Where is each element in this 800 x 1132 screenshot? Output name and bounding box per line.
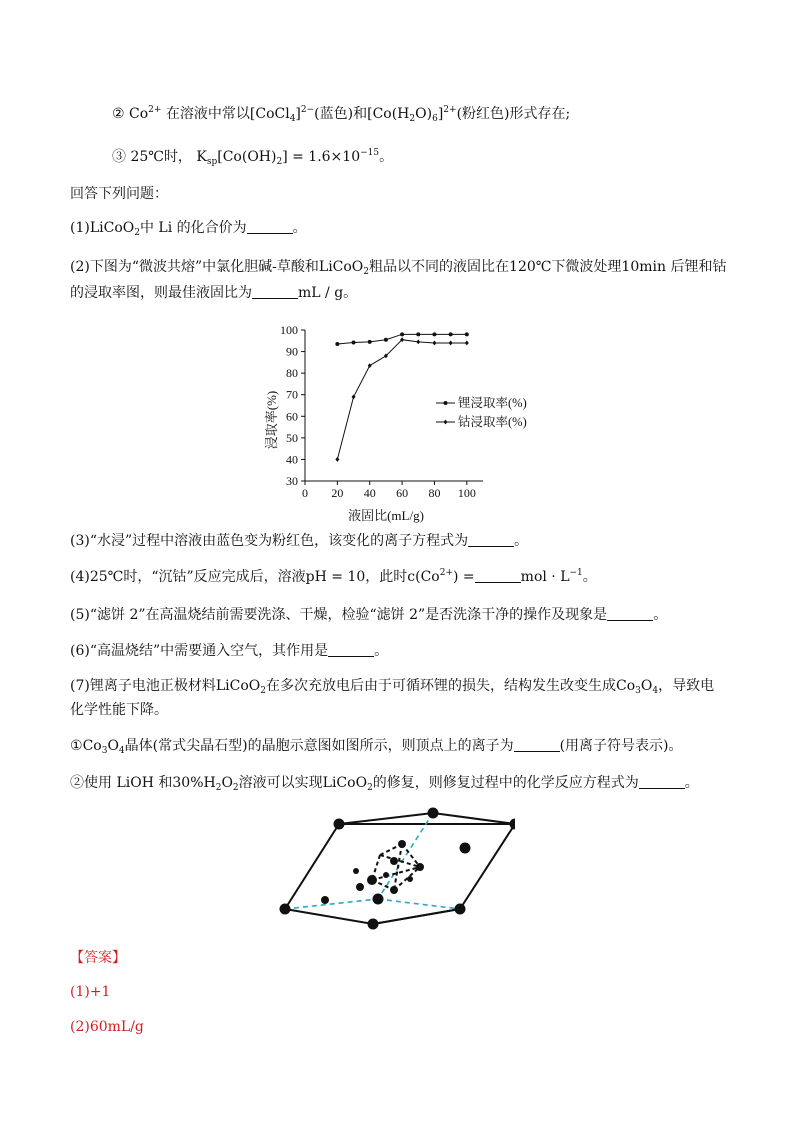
chart-ticks (280, 323, 476, 500)
question-2-line1: (2)下图为“微波共熔”中氯化胆碱-草酸和LiCoO$_2$粗品以不同的液固比在120℃下微波处理10min 后锂和钴 (70, 259, 727, 277)
question-7-line1: (7)锂离子电池正极材料LiCoO$_2$在多次充放电后由于可循环锂的损失，结构发生改变生成$Co_3O_4$，导致电 (70, 678, 715, 696)
question-3: (3)“水浸”过程中溶液由蓝色变为粉红色，该变化的离子方程式为 。 (70, 533, 529, 549)
interior-ion (390, 886, 398, 894)
interior-ion (416, 863, 424, 871)
spinel-unit-cell-diagram (270, 803, 515, 933)
data-point (465, 341, 469, 346)
data-point (335, 342, 339, 346)
data-point (384, 338, 388, 342)
co-concentration: $c(Co^{2+})$ = (407, 568, 475, 585)
note-3: ③ 25℃时， $K_{sp}[Co(OH)_2] = 1.6\times 10^{-15}$。 (112, 148, 394, 167)
tetrahedra (372, 844, 420, 890)
chart-series (335, 332, 468, 462)
legend-label: 钴浸取率(%) (458, 415, 527, 429)
question-6: (6)“高温烧结”中需要通入空气，其作用是 。 (70, 643, 389, 659)
y-tick-label: 90 (286, 344, 298, 359)
data-point (368, 340, 372, 344)
question-5: (5)“滤饼 2”在高温烧结前需要洗涤、干燥，检验“滤饼 2”是否洗涤干净的操作及现象是 。 (70, 607, 668, 623)
answer-2: (2)60mL/g (70, 1019, 144, 1035)
interior-ion (398, 840, 406, 848)
legend-marker (444, 401, 448, 405)
interior-ion (373, 894, 384, 905)
x-tick-label: 60 (396, 486, 409, 500)
y-tick-label: 60 (286, 409, 298, 424)
series-line-1 (337, 340, 466, 460)
data-point (449, 341, 453, 346)
vertex-ion (455, 904, 466, 915)
data-point (400, 332, 404, 336)
y-tick-label: 100 (280, 323, 298, 337)
x-tick-label: 100 (457, 486, 476, 500)
x-tick-label: 0 (302, 486, 308, 500)
leaching-rate-chart (250, 318, 560, 528)
cocl4-complex: [CoCl$_4$]$^{2-}$ (249, 105, 315, 124)
ksp-expression: $K_{sp}[Co(OH)_2] = 1.6\times 10^{-15}$ (196, 148, 380, 167)
legend-label: 锂浸取率(%) (458, 396, 527, 410)
data-point (432, 341, 436, 346)
question-2-line2: 的浸取率图，则最佳液固比为 mL / g。 (70, 285, 358, 301)
prompt: 回答下列问题： (70, 186, 168, 202)
y-tick-label: 50 (286, 430, 298, 445)
question-7-1: $①Co_3O_4$晶体(常式尖晶石型)的晶胞示意图如图所示，则顶点上的离子为 (用离子符号表示)。 (70, 738, 683, 756)
question-1: (1)LiCoO$_2$中 Li 的化合价为 。 (70, 220, 307, 238)
interior-ion (407, 876, 413, 882)
answer-blank[interactable] (468, 532, 514, 547)
answer-blank[interactable] (514, 737, 560, 752)
cell-edges (285, 813, 515, 924)
answer-blank[interactable] (328, 642, 374, 657)
data-point (432, 332, 436, 336)
answer-blank[interactable] (252, 284, 298, 299)
interior-ion (356, 883, 364, 891)
chart-axes (305, 330, 483, 481)
x-tick-label: 80 (428, 486, 441, 500)
chart-xlabel: 液固比(mL/g) (348, 508, 424, 523)
answer-1: (1)+1 (70, 984, 111, 1000)
answer-blank[interactable] (607, 606, 653, 621)
note-2: ② $Co^{2+}$ 在溶液中常以[CoCl$_4$]$^{2-}$(蓝色)和$[Co(H_2O)_6]^{2+}$(粉红色)形式存在; (112, 105, 571, 124)
data-point (416, 332, 420, 336)
chart-legend (436, 395, 527, 429)
legend-marker (444, 420, 448, 425)
chart-ylabel: 浸取率(%) (264, 390, 279, 450)
hidden-edges (285, 813, 460, 909)
interior-ion (367, 875, 377, 885)
answer-blank[interactable] (247, 219, 293, 234)
vertex-ion (368, 919, 379, 930)
data-point (449, 332, 453, 336)
interior-ion (353, 868, 359, 874)
co-ion: $Co^{2+}$ (129, 105, 162, 122)
x-tick-label: 20 (331, 486, 344, 500)
data-point (465, 332, 469, 336)
data-point (416, 339, 420, 344)
x-tick-label: 40 (363, 486, 376, 500)
y-tick-label: 30 (286, 474, 298, 488)
vertex-ion (280, 904, 291, 915)
answer-blank[interactable] (475, 568, 521, 583)
co-h2o-complex: $[Co(H_2O)_6]^{2+}$ (367, 105, 457, 124)
question-4: (4)25℃时，“沉钴”反应完成后，溶液pH = 10，此时$c(Co^{2+})$ = mol · $L^{-1}$。 (70, 568, 597, 585)
interior-ion (383, 872, 389, 878)
y-tick-label: 40 (286, 452, 298, 467)
vertex-ion (428, 808, 439, 819)
question-7-2: ②使用 LiOH 和$30\%H_2O_2$溶液可以实现LiCoO$_2$的修复，则修复过程中的化学反应方程式为 。 (70, 775, 699, 793)
interior-ion (390, 857, 398, 865)
data-point (335, 457, 339, 462)
interior-ion (460, 843, 471, 854)
answer-header: 【答案】 (70, 950, 126, 966)
question-7-line2: 化学性能下降。 (70, 702, 168, 718)
vertex-ion (334, 819, 345, 830)
vertex-ion (510, 819, 516, 830)
data-point (352, 341, 356, 345)
y-tick-label: 70 (286, 387, 298, 402)
y-tick-label: 80 (286, 366, 298, 381)
interior-ion (321, 896, 329, 904)
answer-blank[interactable] (639, 774, 685, 789)
